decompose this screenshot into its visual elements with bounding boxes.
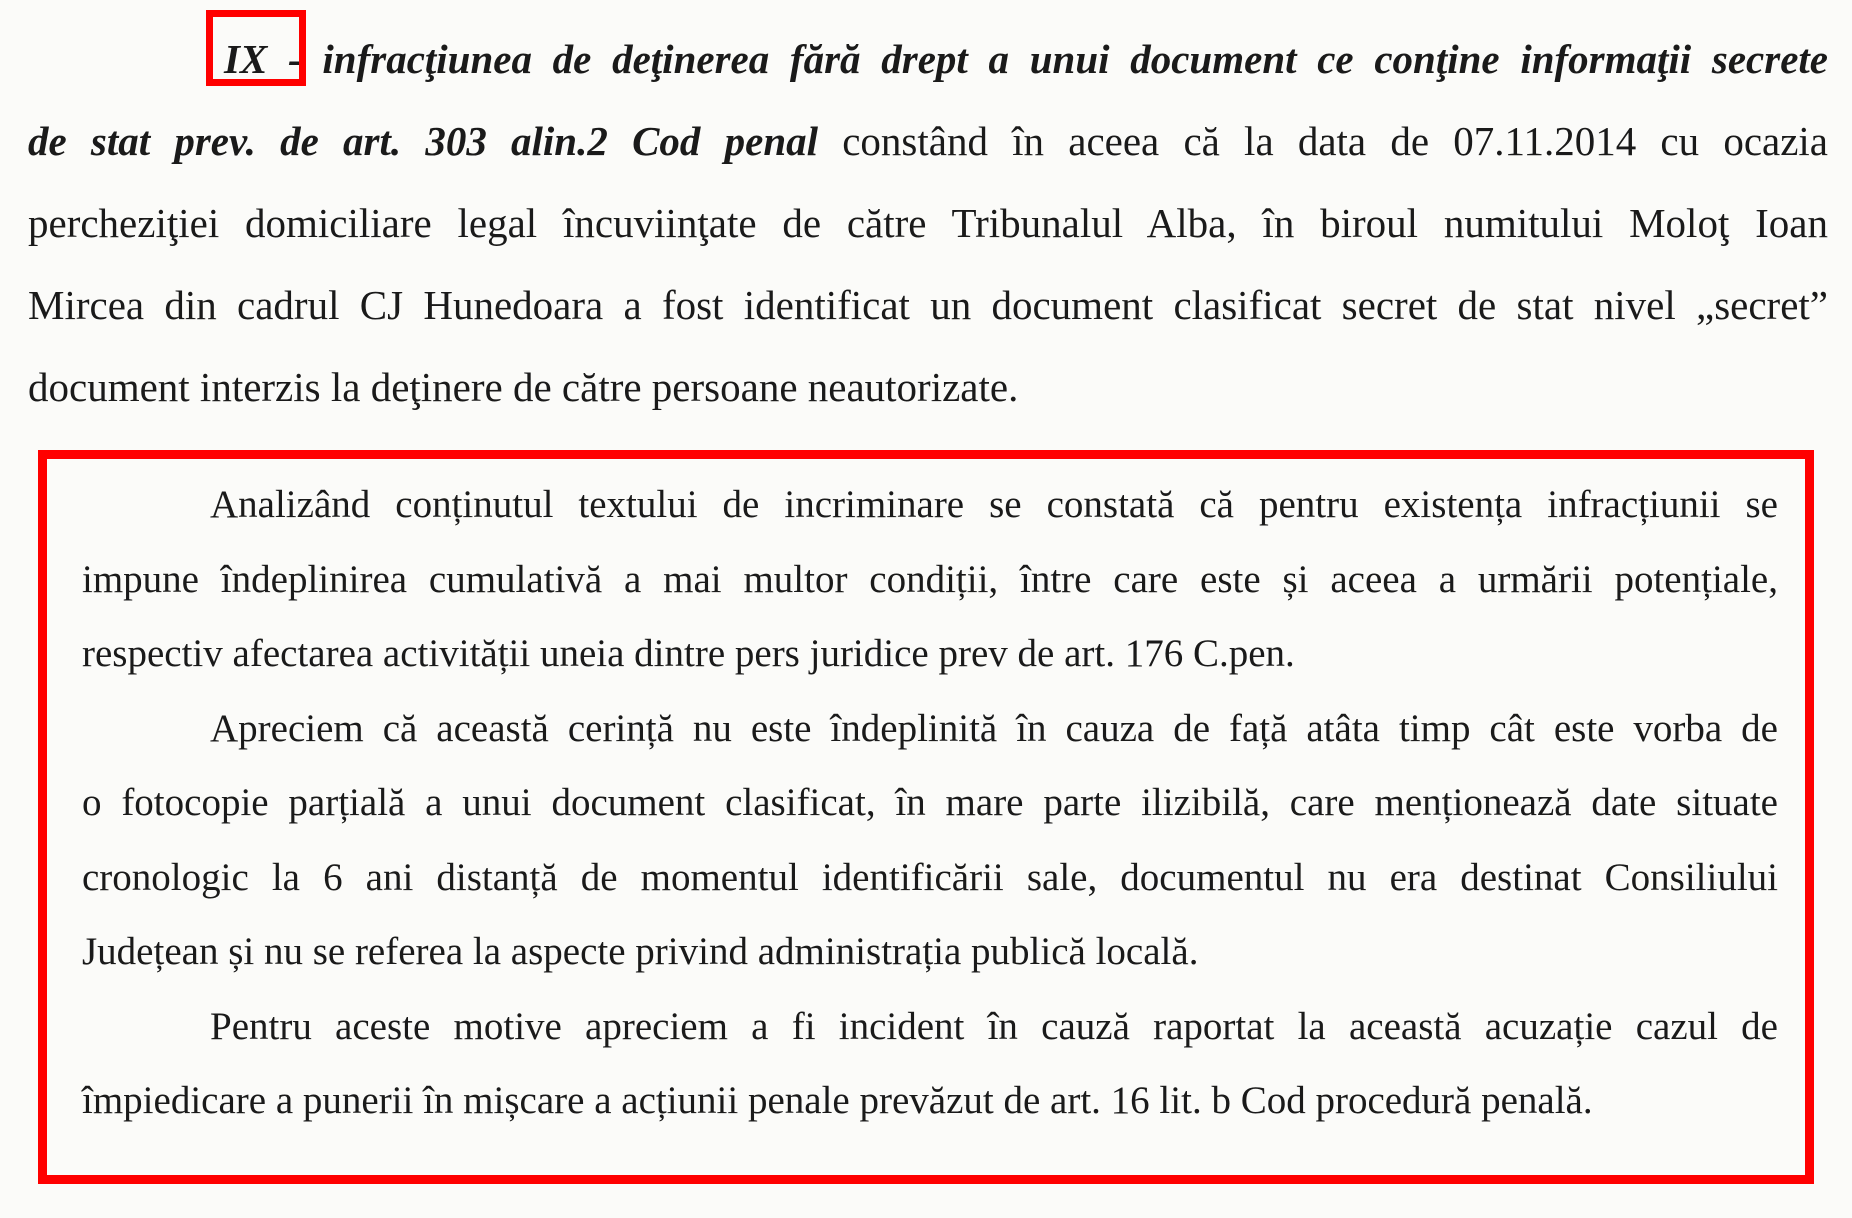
analysis-p3-line-2: împiedicare a punerii în mișcare a acțiunii penale prevăzut de art. 16 lit. b Cod procedură penală. — [82, 1079, 1593, 1122]
charge-line-3: percheziţiei domiciliare legal încuviinţate de către Tribunalul Alba, în biroul numitului Moloţ Ioan — [28, 200, 1828, 246]
analysis-p2-line-3: cronologic la 6 ani distanță de momentul identificării sale, documentul nu era destinat Consiliului — [82, 855, 1778, 899]
charge-number: IX - — [224, 36, 302, 82]
analysis-p1-line-2: impune îndeplinirea cumulativă a mai multor condiții, între care este și aceea a urmării potențiale, — [82, 557, 1778, 601]
analysis-p2-line-2: o fotocopie parțială a unui document clasificat, în mare parte ilizibilă, care menționează date situate — [82, 781, 1778, 824]
analysis-p1-line-3: respectiv afectarea activității uneia dintre pers juridice prev de art. 176 C.pen. — [82, 632, 1295, 675]
analysis-p3-line-1: Pentru aceste motive apreciem a fi incident în cauză raportat la această acuzație cazul de — [210, 1004, 1778, 1048]
charge-line-2 — [28, 100, 1828, 182]
charge-line-2-rest: constând în aceea că la data de 07.11.2014 cu ocazia — [842, 118, 1828, 164]
analysis-p2-line-4: Județean și nu se referea la aspecte privind administrația publică locală. — [82, 930, 1199, 973]
analysis-section — [82, 468, 1778, 1139]
charge-title-1: infracţiunea de deţinerea fără drept a unui document ce conţine informaţii secrete — [322, 36, 1828, 82]
charge-line-5: document interzis la deţinere de către persoane neautorizate. — [28, 364, 1019, 410]
analysis-p2-line-1: Apreciem că această cerință nu este îndeplinită în cauza de față atâta timp cât este vorba de — [210, 706, 1778, 750]
charge-line-4: Mircea din cadrul CJ Hunedoara a fost identificat un document clasificat secret de stat nivel „secret” — [28, 282, 1828, 328]
analysis-p1-line-1: Analizând conținutul textului de incriminare se constată că pentru existența infracțiunii se — [210, 483, 1778, 526]
charge-number-highlight — [206, 10, 306, 86]
charge-title-2: de stat prev. de art. 303 alin.2 Cod penal — [28, 118, 819, 164]
